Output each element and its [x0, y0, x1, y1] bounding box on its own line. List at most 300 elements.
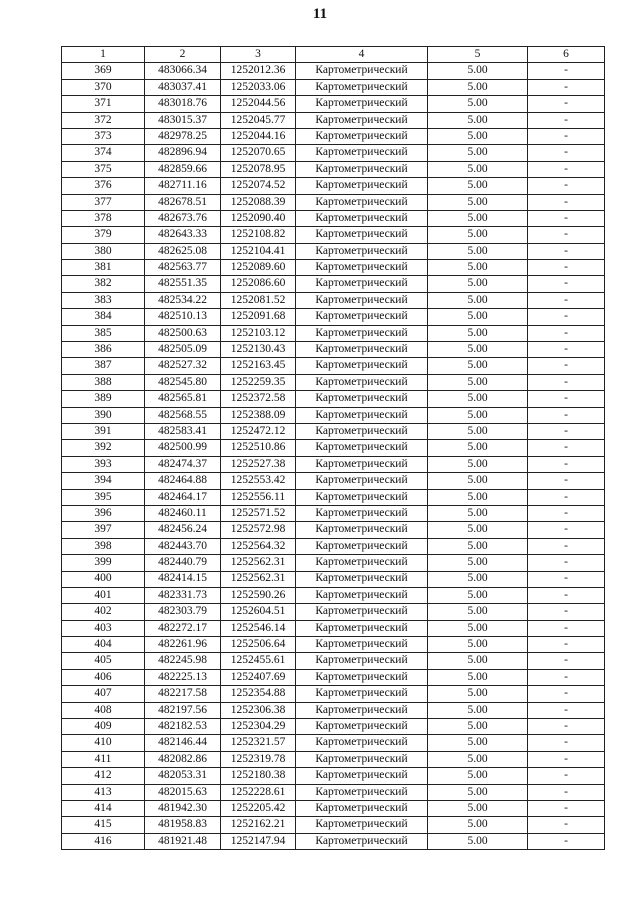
method-cell: Картометрический: [296, 571, 428, 587]
point-number-cell: 412: [62, 768, 145, 784]
table-row: [62, 407, 605, 423]
method-cell: Картометрический: [296, 555, 428, 571]
accuracy-cell: 5.00: [428, 128, 528, 144]
note-cell: -: [528, 637, 605, 653]
y-coordinate-cell: 1252104.41: [221, 243, 296, 259]
note-cell: -: [528, 391, 605, 407]
accuracy-cell: 5.00: [428, 423, 528, 439]
table-row: [62, 473, 605, 489]
note-cell: -: [528, 784, 605, 800]
point-number-cell: 413: [62, 784, 145, 800]
note-cell: -: [528, 440, 605, 456]
accuracy-cell: 5.00: [428, 473, 528, 489]
x-coordinate-cell: 482673.76: [145, 210, 221, 226]
note-cell: -: [528, 374, 605, 390]
point-number-cell: 376: [62, 178, 145, 194]
y-coordinate-cell: 1252571.52: [221, 505, 296, 521]
table-row: [62, 620, 605, 636]
x-coordinate-cell: 481921.48: [145, 833, 221, 849]
x-coordinate-cell: 482505.09: [145, 342, 221, 358]
table-row: [62, 210, 605, 226]
table-row: [62, 309, 605, 325]
method-cell: Картометрический: [296, 227, 428, 243]
page-number: 11: [312, 6, 328, 22]
table-row: [62, 637, 605, 653]
table-row: [62, 702, 605, 718]
table-row: [62, 800, 605, 816]
method-cell: Картометрический: [296, 800, 428, 816]
y-coordinate-cell: 1252354.88: [221, 686, 296, 702]
note-cell: -: [528, 63, 605, 79]
column-header: 2: [145, 47, 221, 63]
x-coordinate-cell: 482474.37: [145, 456, 221, 472]
y-coordinate-cell: 1252304.29: [221, 719, 296, 735]
note-cell: -: [528, 587, 605, 603]
accuracy-cell: 5.00: [428, 63, 528, 79]
method-cell: Картометрический: [296, 817, 428, 833]
point-number-cell: 402: [62, 604, 145, 620]
note-cell: -: [528, 292, 605, 308]
table-row: [62, 145, 605, 161]
x-coordinate-cell: 482303.79: [145, 604, 221, 620]
point-number-cell: 371: [62, 96, 145, 112]
x-coordinate-cell: 482053.31: [145, 768, 221, 784]
point-number-cell: 405: [62, 653, 145, 669]
accuracy-cell: 5.00: [428, 178, 528, 194]
method-cell: Картометрический: [296, 292, 428, 308]
y-coordinate-cell: 1252572.98: [221, 522, 296, 538]
table-row: [62, 391, 605, 407]
method-cell: Картометрический: [296, 423, 428, 439]
x-coordinate-cell: 482182.53: [145, 719, 221, 735]
point-number-cell: 383: [62, 292, 145, 308]
y-coordinate-cell: 1252553.42: [221, 473, 296, 489]
method-cell: Картометрический: [296, 538, 428, 554]
note-cell: -: [528, 719, 605, 735]
point-number-cell: 385: [62, 325, 145, 341]
accuracy-cell: 5.00: [428, 161, 528, 177]
y-coordinate-cell: 1252590.26: [221, 587, 296, 603]
x-coordinate-cell: 482551.35: [145, 276, 221, 292]
table-row: [62, 686, 605, 702]
method-cell: Картометрический: [296, 522, 428, 538]
accuracy-cell: 5.00: [428, 325, 528, 341]
y-coordinate-cell: 1252321.57: [221, 735, 296, 751]
x-coordinate-cell: 482082.86: [145, 751, 221, 767]
accuracy-cell: 5.00: [428, 210, 528, 226]
table-row: [62, 325, 605, 341]
accuracy-cell: 5.00: [428, 653, 528, 669]
method-cell: Картометрический: [296, 260, 428, 276]
note-cell: -: [528, 456, 605, 472]
x-coordinate-cell: 482443.70: [145, 538, 221, 554]
accuracy-cell: 5.00: [428, 391, 528, 407]
y-coordinate-cell: 1252147.94: [221, 833, 296, 849]
note-cell: -: [528, 407, 605, 423]
method-cell: Картометрический: [296, 96, 428, 112]
y-coordinate-cell: 1252090.40: [221, 210, 296, 226]
x-coordinate-cell: 482331.73: [145, 587, 221, 603]
method-cell: Картометрический: [296, 407, 428, 423]
table-row: [62, 243, 605, 259]
accuracy-cell: 5.00: [428, 817, 528, 833]
accuracy-cell: 5.00: [428, 669, 528, 685]
accuracy-cell: 5.00: [428, 276, 528, 292]
accuracy-cell: 5.00: [428, 505, 528, 521]
note-cell: -: [528, 833, 605, 849]
coordinates-table: [61, 46, 605, 850]
x-coordinate-cell: 483015.37: [145, 112, 221, 128]
point-number-cell: 391: [62, 423, 145, 439]
table-row: [62, 751, 605, 767]
method-cell: Картометрический: [296, 587, 428, 603]
note-cell: -: [528, 571, 605, 587]
accuracy-cell: 5.00: [428, 112, 528, 128]
note-cell: -: [528, 669, 605, 685]
method-cell: Картометрический: [296, 833, 428, 849]
point-number-cell: 389: [62, 391, 145, 407]
point-number-cell: 387: [62, 358, 145, 374]
y-coordinate-cell: 1252103.12: [221, 325, 296, 341]
table-row: [62, 112, 605, 128]
note-cell: -: [528, 686, 605, 702]
method-cell: Картометрический: [296, 440, 428, 456]
point-number-cell: 378: [62, 210, 145, 226]
point-number-cell: 370: [62, 79, 145, 95]
x-coordinate-cell: 482510.13: [145, 309, 221, 325]
method-cell: Картометрический: [296, 210, 428, 226]
y-coordinate-cell: 1252045.77: [221, 112, 296, 128]
accuracy-cell: 5.00: [428, 96, 528, 112]
accuracy-cell: 5.00: [428, 833, 528, 849]
table-row: [62, 260, 605, 276]
y-coordinate-cell: 1252086.60: [221, 276, 296, 292]
accuracy-cell: 5.00: [428, 456, 528, 472]
x-coordinate-cell: 482500.63: [145, 325, 221, 341]
accuracy-cell: 5.00: [428, 145, 528, 161]
table-row: [62, 817, 605, 833]
point-number-cell: 398: [62, 538, 145, 554]
note-cell: -: [528, 243, 605, 259]
x-coordinate-cell: 482460.11: [145, 505, 221, 521]
x-coordinate-cell: 482272.17: [145, 620, 221, 636]
method-cell: Картометрический: [296, 637, 428, 653]
note-cell: -: [528, 325, 605, 341]
point-number-cell: 375: [62, 161, 145, 177]
x-coordinate-cell: 482534.22: [145, 292, 221, 308]
y-coordinate-cell: 1252078.95: [221, 161, 296, 177]
accuracy-cell: 5.00: [428, 784, 528, 800]
y-coordinate-cell: 1252089.60: [221, 260, 296, 276]
y-coordinate-cell: 1252070.65: [221, 145, 296, 161]
x-coordinate-cell: 482500.99: [145, 440, 221, 456]
table-row: [62, 505, 605, 521]
point-number-cell: 386: [62, 342, 145, 358]
accuracy-cell: 5.00: [428, 620, 528, 636]
method-cell: Картометрический: [296, 309, 428, 325]
table-row: [62, 784, 605, 800]
method-cell: Картометрический: [296, 342, 428, 358]
table-body: [62, 63, 605, 850]
method-cell: Картометрический: [296, 505, 428, 521]
x-coordinate-cell: 482464.17: [145, 489, 221, 505]
x-coordinate-cell: 482225.13: [145, 669, 221, 685]
method-cell: Картометрический: [296, 489, 428, 505]
note-cell: -: [528, 79, 605, 95]
y-coordinate-cell: 1252306.38: [221, 702, 296, 718]
accuracy-cell: 5.00: [428, 489, 528, 505]
note-cell: -: [528, 276, 605, 292]
table-row: [62, 194, 605, 210]
point-number-cell: 393: [62, 456, 145, 472]
accuracy-cell: 5.00: [428, 735, 528, 751]
x-coordinate-cell: 482217.58: [145, 686, 221, 702]
method-cell: Картометрический: [296, 178, 428, 194]
table-row: [62, 669, 605, 685]
accuracy-cell: 5.00: [428, 522, 528, 538]
method-cell: Картометрический: [296, 79, 428, 95]
y-coordinate-cell: 1252259.35: [221, 374, 296, 390]
note-cell: -: [528, 112, 605, 128]
note-cell: -: [528, 178, 605, 194]
accuracy-cell: 5.00: [428, 292, 528, 308]
method-cell: Картометрический: [296, 63, 428, 79]
accuracy-cell: 5.00: [428, 637, 528, 653]
x-coordinate-cell: 482625.08: [145, 243, 221, 259]
method-cell: Картометрический: [296, 751, 428, 767]
method-cell: Картометрический: [296, 276, 428, 292]
y-coordinate-cell: 1252162.21: [221, 817, 296, 833]
method-cell: Картометрический: [296, 391, 428, 407]
point-number-cell: 394: [62, 473, 145, 489]
y-coordinate-cell: 1252562.31: [221, 555, 296, 571]
note-cell: -: [528, 538, 605, 554]
method-cell: Картометрический: [296, 145, 428, 161]
note-cell: -: [528, 227, 605, 243]
y-coordinate-cell: 1252564.32: [221, 538, 296, 554]
method-cell: Картометрический: [296, 604, 428, 620]
x-coordinate-cell: 482527.32: [145, 358, 221, 374]
accuracy-cell: 5.00: [428, 702, 528, 718]
accuracy-cell: 5.00: [428, 309, 528, 325]
x-coordinate-cell: 482414.15: [145, 571, 221, 587]
table-row: [62, 358, 605, 374]
y-coordinate-cell: 1252081.52: [221, 292, 296, 308]
y-coordinate-cell: 1252506.64: [221, 637, 296, 653]
point-number-cell: 408: [62, 702, 145, 718]
note-cell: -: [528, 96, 605, 112]
accuracy-cell: 5.00: [428, 374, 528, 390]
table-header-row: [62, 47, 605, 63]
method-cell: Картометрический: [296, 112, 428, 128]
point-number-cell: 407: [62, 686, 145, 702]
note-cell: -: [528, 522, 605, 538]
point-number-cell: 404: [62, 637, 145, 653]
note-cell: -: [528, 260, 605, 276]
point-number-cell: 382: [62, 276, 145, 292]
table-row: [62, 653, 605, 669]
x-coordinate-cell: 482545.80: [145, 374, 221, 390]
method-cell: Картометрический: [296, 243, 428, 259]
point-number-cell: 374: [62, 145, 145, 161]
point-number-cell: 414: [62, 800, 145, 816]
accuracy-cell: 5.00: [428, 260, 528, 276]
y-coordinate-cell: 1252180.38: [221, 768, 296, 784]
y-coordinate-cell: 1252472.12: [221, 423, 296, 439]
accuracy-cell: 5.00: [428, 768, 528, 784]
table-row: [62, 538, 605, 554]
method-cell: Картометрический: [296, 768, 428, 784]
column-header: 1: [62, 47, 145, 63]
method-cell: Картометрический: [296, 194, 428, 210]
table-row: [62, 735, 605, 751]
note-cell: -: [528, 702, 605, 718]
method-cell: Картометрический: [296, 686, 428, 702]
point-number-cell: 400: [62, 571, 145, 587]
note-cell: -: [528, 505, 605, 521]
y-coordinate-cell: 1252108.82: [221, 227, 296, 243]
note-cell: -: [528, 489, 605, 505]
column-header: 4: [296, 47, 428, 63]
note-cell: -: [528, 620, 605, 636]
method-cell: Картометрический: [296, 702, 428, 718]
accuracy-cell: 5.00: [428, 719, 528, 735]
method-cell: Картометрический: [296, 669, 428, 685]
note-cell: -: [528, 128, 605, 144]
method-cell: Картометрический: [296, 161, 428, 177]
y-coordinate-cell: 1252074.52: [221, 178, 296, 194]
point-number-cell: 377: [62, 194, 145, 210]
point-number-cell: 403: [62, 620, 145, 636]
accuracy-cell: 5.00: [428, 538, 528, 554]
x-coordinate-cell: 482261.96: [145, 637, 221, 653]
y-coordinate-cell: 1252319.78: [221, 751, 296, 767]
method-cell: Картометрический: [296, 719, 428, 735]
x-coordinate-cell: 482440.79: [145, 555, 221, 571]
note-cell: -: [528, 309, 605, 325]
y-coordinate-cell: 1252372.58: [221, 391, 296, 407]
y-coordinate-cell: 1252012.36: [221, 63, 296, 79]
x-coordinate-cell: 482711.16: [145, 178, 221, 194]
x-coordinate-cell: 483018.76: [145, 96, 221, 112]
accuracy-cell: 5.00: [428, 358, 528, 374]
table-row: [62, 63, 605, 79]
point-number-cell: 416: [62, 833, 145, 849]
accuracy-cell: 5.00: [428, 751, 528, 767]
x-coordinate-cell: 482464.88: [145, 473, 221, 489]
table-row: [62, 276, 605, 292]
note-cell: -: [528, 555, 605, 571]
x-coordinate-cell: 482583.41: [145, 423, 221, 439]
y-coordinate-cell: 1252510.86: [221, 440, 296, 456]
note-cell: -: [528, 161, 605, 177]
x-coordinate-cell: 482456.24: [145, 522, 221, 538]
table-row: [62, 768, 605, 784]
table-row: [62, 833, 605, 849]
accuracy-cell: 5.00: [428, 79, 528, 95]
point-number-cell: 390: [62, 407, 145, 423]
accuracy-cell: 5.00: [428, 571, 528, 587]
x-coordinate-cell: 482563.77: [145, 260, 221, 276]
note-cell: -: [528, 800, 605, 816]
method-cell: Картометрический: [296, 735, 428, 751]
accuracy-cell: 5.00: [428, 194, 528, 210]
y-coordinate-cell: 1252044.16: [221, 128, 296, 144]
accuracy-cell: 5.00: [428, 227, 528, 243]
point-number-cell: 395: [62, 489, 145, 505]
x-coordinate-cell: 482197.56: [145, 702, 221, 718]
note-cell: -: [528, 473, 605, 489]
table-row: [62, 456, 605, 472]
point-number-cell: 409: [62, 719, 145, 735]
table-row: [62, 342, 605, 358]
column-header: 6: [528, 47, 605, 63]
method-cell: Картометрический: [296, 784, 428, 800]
x-coordinate-cell: 483037.41: [145, 79, 221, 95]
note-cell: -: [528, 342, 605, 358]
x-coordinate-cell: 482245.98: [145, 653, 221, 669]
method-cell: Картометрический: [296, 620, 428, 636]
table-row: [62, 571, 605, 587]
accuracy-cell: 5.00: [428, 604, 528, 620]
table-row: [62, 292, 605, 308]
y-coordinate-cell: 1252604.51: [221, 604, 296, 620]
y-coordinate-cell: 1252091.68: [221, 309, 296, 325]
x-coordinate-cell: 482643.33: [145, 227, 221, 243]
y-coordinate-cell: 1252407.69: [221, 669, 296, 685]
method-cell: Картометрический: [296, 653, 428, 669]
note-cell: -: [528, 145, 605, 161]
note-cell: -: [528, 423, 605, 439]
x-coordinate-cell: 482859.66: [145, 161, 221, 177]
point-number-cell: 369: [62, 63, 145, 79]
point-number-cell: 399: [62, 555, 145, 571]
y-coordinate-cell: 1252163.45: [221, 358, 296, 374]
y-coordinate-cell: 1252130.43: [221, 342, 296, 358]
point-number-cell: 392: [62, 440, 145, 456]
point-number-cell: 388: [62, 374, 145, 390]
column-header: 3: [221, 47, 296, 63]
x-coordinate-cell: 481942.30: [145, 800, 221, 816]
table-row: [62, 440, 605, 456]
table-row: [62, 227, 605, 243]
method-cell: Картометрический: [296, 128, 428, 144]
x-coordinate-cell: 482015.63: [145, 784, 221, 800]
column-header: 5: [428, 47, 528, 63]
x-coordinate-cell: 481958.83: [145, 817, 221, 833]
x-coordinate-cell: 482565.81: [145, 391, 221, 407]
x-coordinate-cell: 482678.51: [145, 194, 221, 210]
point-number-cell: 372: [62, 112, 145, 128]
y-coordinate-cell: 1252044.56: [221, 96, 296, 112]
method-cell: Картометрический: [296, 456, 428, 472]
note-cell: -: [528, 194, 605, 210]
y-coordinate-cell: 1252527.38: [221, 456, 296, 472]
note-cell: -: [528, 768, 605, 784]
y-coordinate-cell: 1252556.11: [221, 489, 296, 505]
point-number-cell: 380: [62, 243, 145, 259]
point-number-cell: 379: [62, 227, 145, 243]
y-coordinate-cell: 1252033.06: [221, 79, 296, 95]
table-row: [62, 555, 605, 571]
y-coordinate-cell: 1252546.14: [221, 620, 296, 636]
accuracy-cell: 5.00: [428, 800, 528, 816]
note-cell: -: [528, 358, 605, 374]
y-coordinate-cell: 1252455.61: [221, 653, 296, 669]
table-row: [62, 79, 605, 95]
table-row: [62, 522, 605, 538]
method-cell: Картометрический: [296, 374, 428, 390]
